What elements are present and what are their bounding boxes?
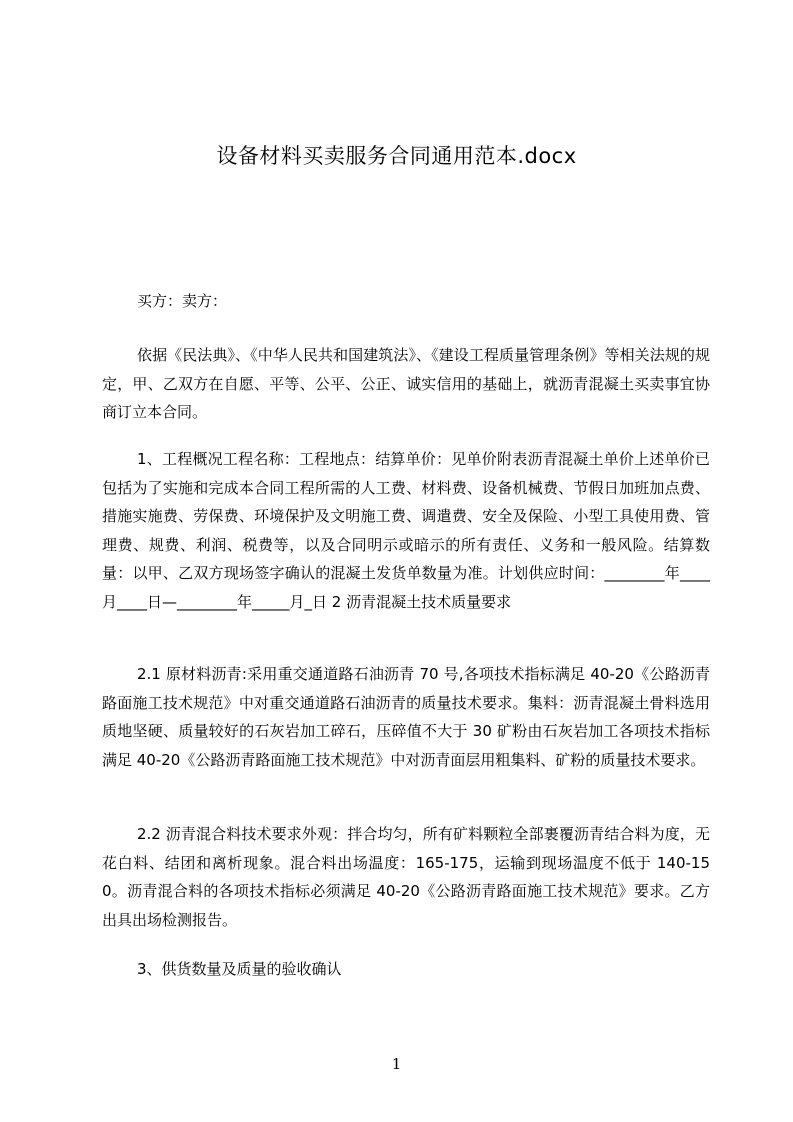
paragraph-section-1-project-overview: 1、工程概况工程名称：工程地点：结算单价：见单价附表沥青混凝土单价上述单价已包括为了实施和完成本合同工程所需的人工费、材料费、设备机械费、节假日加班加点费、措施实施费、劳保费、环境保护及文明施工费、调遣费、安全及保险、小型工具使用费、管理费、规费、利润、税费等，以及合同明示或暗示的所有责任、义务和一般风险。结算数量：以甲、乙双方现场签字确认的混凝土发货单数量为准。计划供应时间：________年____月____日—________年_____月_日 2 沥青混凝土技术质量要求 [102, 450, 710, 611]
paragraph-section-3-acceptance: 3、供货数量及质量的验收确认 [137, 960, 342, 978]
paragraph-legal-basis: 依据《民法典》、《中华人民共和国建筑法》、《建设工程质量管理条例》等相关法规的规定，甲、乙双方在自愿、平等、公平、公正、诚实信用的基础上，就沥青混凝土买卖事宜协商订立本合同。 [102, 346, 710, 421]
paragraph-section-2-1-raw-materials: 2.1 原材料沥青:采用重交通道路石油沥青 70 号,各项技术指标满足 40-20《公路沥青路面施工技术规范》中对重交通道路石油沥青的质量技术要求。集料：沥青混凝土骨料选用质地坚硬、质量较好的石灰岩加工碎石，压碎值不大于 30 矿粉由石灰岩加工各项技术指标满足 40-20《公路沥青路面施工技术规范》中对沥青面层用粗集料、矿粉的质量技术要求。 [102, 665, 710, 769]
paragraph-section-2-2-mixture-requirements: 2.2 沥青混合料技术要求外观：拌合均匀，所有矿料颗粒全部裹覆沥青结合料为度，无花白料、结团和离析现象。混合料出场温度：165-175，运输到现场温度不低于 140-150。沥青混合料的各项技术指标必须满足 40-20《公路沥青路面施工技术规范》要求。乙方出具出场检测报告。 [102, 825, 710, 929]
page-number: 1 [391, 1055, 402, 1073]
paragraph-parties: 买方：卖方： [137, 292, 228, 310]
document-title: 设备材料买卖服务合同通用范本.docx [216, 144, 577, 168]
